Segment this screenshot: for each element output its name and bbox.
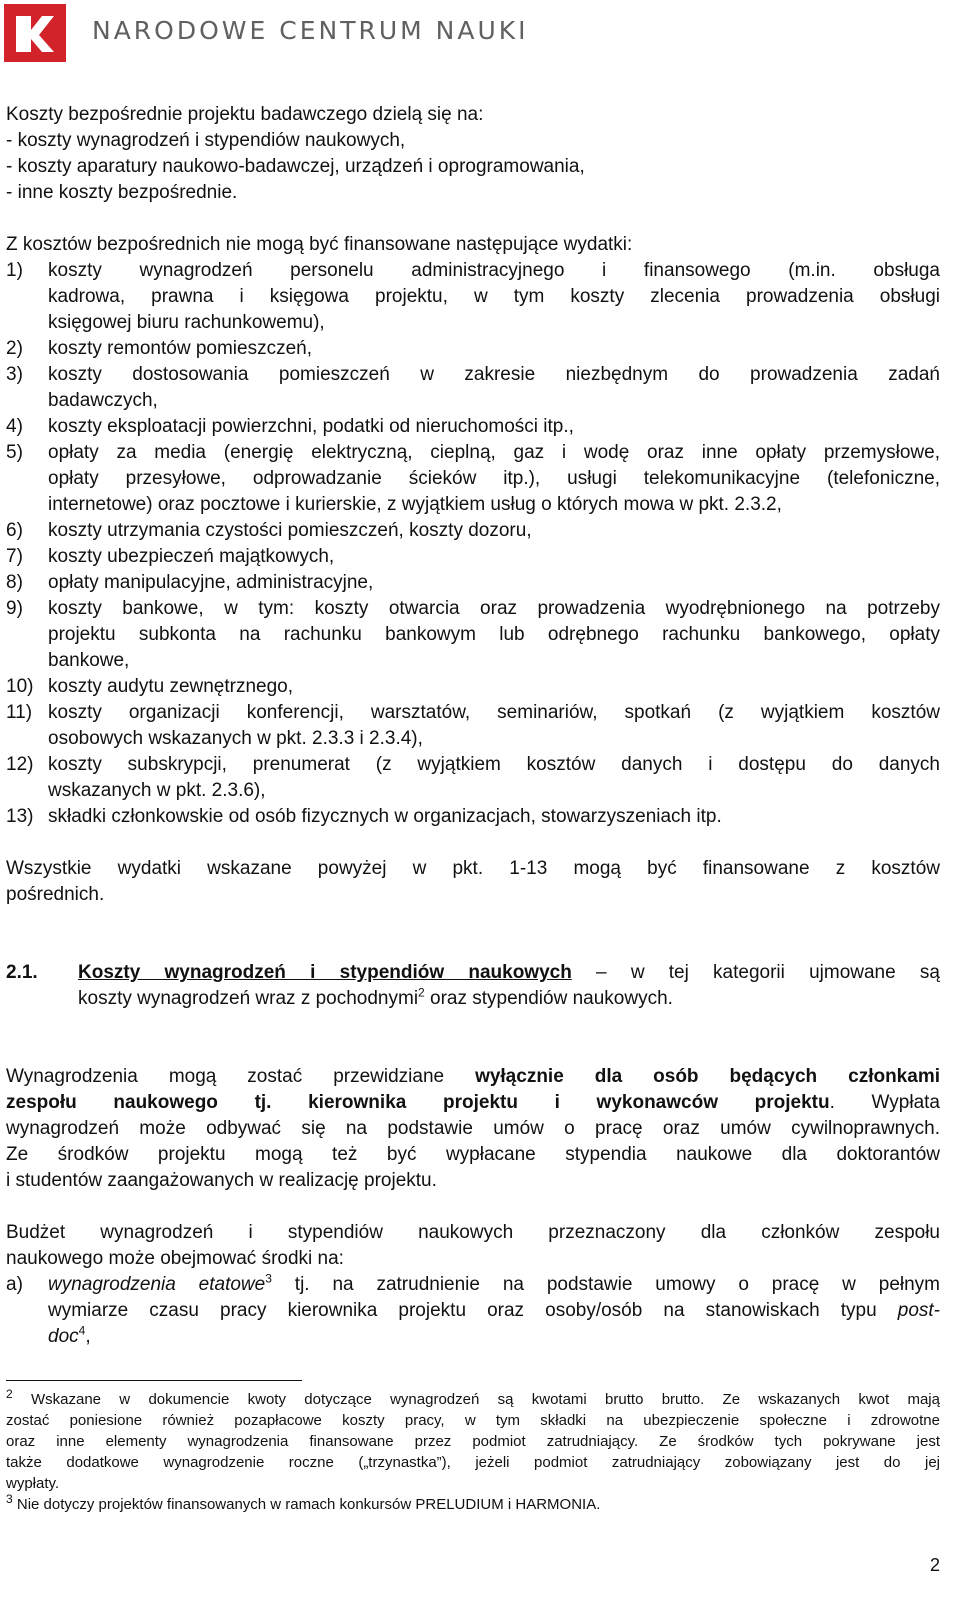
list-line: projektu subkonta na rachunku bankowym lub odrębnego rachunku bankowego, opłaty bbox=[48, 624, 940, 645]
italic-text: wynagrodzenia etatowe bbox=[48, 1274, 266, 1295]
text: Wynagrodzenia mogą zostać przewidziane bbox=[6, 1066, 476, 1087]
ncn-logo-icon bbox=[4, 4, 66, 67]
bold-text: wyłącznie dla osób będących członkami bbox=[475, 1066, 940, 1087]
footnote-line: oraz inne elementy wynagrodzenia finansowane przez podmiot zatrudniający. Ze środków tych pokrywane jest bbox=[6, 1433, 940, 1450]
intro-line: Koszty bezpośrednie projektu badawczego dzielą się na: bbox=[6, 104, 484, 125]
footnotes bbox=[6, 1380, 940, 1515]
list-line: osobowych wskazanych w pkt. 2.3.3 i 2.3.4), bbox=[48, 728, 423, 749]
list-item bbox=[6, 258, 940, 336]
organization-name: NARODOWE CENTRUM NAUKI bbox=[92, 16, 529, 45]
paragraph-line: i studentów zaangażowanych w realizację projektu. bbox=[6, 1170, 437, 1191]
list-number: 4) bbox=[6, 416, 23, 437]
intro-line: - koszty aparatury naukowo-badawczej, urządzeń i oprogramowania, bbox=[6, 156, 585, 177]
list-line: opłaty za media (energię elektryczną, cieplną, gaz i wodę oraz inne opłaty przemysłowe, bbox=[48, 442, 940, 463]
list-line: składki członkowskie od osób fizycznych w organizacjach, stowarzyszeniach itp. bbox=[48, 806, 722, 827]
footnote-mark: 2 bbox=[6, 1387, 13, 1401]
footnote-line: wypłaty. bbox=[6, 1475, 60, 1492]
list-number: 7) bbox=[6, 546, 23, 567]
list-item bbox=[6, 336, 940, 362]
list-item bbox=[6, 674, 940, 700]
section-text: – w tej kategorii ujmowane są bbox=[596, 962, 940, 983]
list-line: kadrowa, prawna i księgowa projektu, w tym koszty zlecenia prowadzenia obsługi bbox=[48, 286, 940, 307]
italic-text: doc bbox=[48, 1326, 79, 1347]
list-number: 5) bbox=[6, 442, 23, 463]
list-line: koszty eksploatacji powierzchni, podatki od nieruchomości itp., bbox=[48, 416, 574, 437]
footnote-ref: 2 bbox=[418, 985, 425, 1000]
section-heading bbox=[6, 960, 940, 1012]
list-line: koszty utrzymania czystości pomieszczeń, koszty dozoru, bbox=[48, 520, 532, 541]
section-text: oraz stypendiów naukowych. bbox=[424, 988, 673, 1009]
list-item bbox=[6, 804, 940, 830]
list-number: 11) bbox=[6, 702, 33, 723]
list-number: 10) bbox=[6, 676, 34, 697]
excluded-costs-list bbox=[6, 258, 940, 830]
list-line: opłaty manipulacyjne, administracyjne, bbox=[48, 572, 374, 593]
page-header bbox=[0, 0, 960, 68]
list-item bbox=[6, 518, 940, 544]
paragraph-line: Ze środków projektu mogą też być wypłacane stypendia naukowe dla doktorantów bbox=[6, 1144, 940, 1165]
footnote-ref: 4 bbox=[78, 1323, 86, 1338]
bold-text: zespołu naukowego tj. kierownika projektu i wykonawców projektu bbox=[6, 1092, 830, 1113]
paragraph-line bbox=[6, 1064, 940, 1090]
section-line bbox=[78, 960, 940, 986]
footnote-line bbox=[6, 1494, 940, 1515]
list-number: 13) bbox=[6, 806, 34, 827]
list-line: koszty audytu zewnętrznego, bbox=[48, 676, 294, 697]
list-line: koszty remontów pomieszczeń, bbox=[48, 338, 312, 359]
footnote-mark: 3 bbox=[6, 1492, 13, 1506]
footnote-text: Nie dotyczy projektów finansowanych w ramach konkursów PRELUDIUM i HARMONIA. bbox=[12, 1496, 601, 1513]
list-line: księgowej biuru rachunkowemu), bbox=[48, 312, 325, 333]
list-line bbox=[48, 1324, 940, 1350]
list-item bbox=[6, 362, 940, 414]
text: . Wypłata bbox=[829, 1092, 941, 1113]
list-item bbox=[6, 1272, 940, 1350]
list-number: 8) bbox=[6, 572, 23, 593]
paragraph-line bbox=[6, 1090, 940, 1116]
list-line: koszty organizacji konferencji, warsztatów, seminariów, spotkań (z wyjątkiem kosztów bbox=[48, 702, 940, 723]
section-number: 2.1. bbox=[6, 962, 38, 983]
list-line bbox=[48, 1272, 940, 1298]
list-line: koszty bankowe, w tym: koszty otwarcia oraz prowadzenia wyodrębnionego na potrzeby bbox=[48, 598, 940, 619]
list-line: internetowe) oraz pocztowe i kurierskie, z wyjątkiem usług o których mowa w pkt. 2.3.2, bbox=[48, 494, 782, 515]
list-line: koszty subskrypcji, prenumerat (z wyjątkiem kosztów danych i dostępu do danych bbox=[48, 754, 940, 775]
list-line: wskazanych w pkt. 2.3.6), bbox=[48, 780, 266, 801]
paragraph-line: naukowego może obejmować środki na: bbox=[6, 1248, 344, 1269]
paragraph-line: wynagrodzeń może odbywać się na podstawie umów o pracę oraz umów cywilnoprawnych. bbox=[6, 1118, 940, 1139]
excluded-lead: Z kosztów bezpośrednich nie mogą być finansowane następujące wydatki: bbox=[6, 234, 633, 255]
intro-line: - koszty wynagrodzeń i stypendiów naukowych, bbox=[6, 130, 406, 151]
list-item bbox=[6, 752, 940, 804]
intro-line: - inne koszty bezpośrednie. bbox=[6, 182, 238, 203]
list-line: opłaty przesyłowe, odprowadzanie ścieków itp.), usługi telekomunikacyjne (telefoniczne, bbox=[48, 468, 940, 489]
list-number: 2) bbox=[6, 338, 23, 359]
list-item bbox=[6, 414, 940, 440]
list-number: 1) bbox=[6, 260, 23, 281]
list-item bbox=[6, 544, 940, 570]
list-line: koszty dostosowania pomieszczeń w zakresie niezbędnym do prowadzenia zadań bbox=[48, 364, 940, 385]
list-item bbox=[6, 700, 940, 752]
footnote-ref: 3 bbox=[265, 1271, 272, 1286]
list-number: 12) bbox=[6, 754, 34, 775]
list-item bbox=[6, 440, 940, 518]
footnote-line: zostać poniesione również pozapłacowe koszty pracy, w tym składki na ubezpieczenie społeczne i zdrowotne bbox=[6, 1412, 940, 1429]
list-line: badawczych, bbox=[48, 390, 158, 411]
section-line bbox=[78, 986, 940, 1012]
text: tj. na zatrudnienie na podstawie umowy o pracę w pełnym bbox=[271, 1274, 940, 1295]
list-line bbox=[48, 1298, 940, 1324]
summary-line: Wszystkie wydatki wskazane powyżej w pkt. 1-13 mogą być finansowane z kosztów bbox=[6, 858, 940, 879]
page-number: 2 bbox=[929, 1555, 940, 1575]
list-line: koszty ubezpieczeń majątkowych, bbox=[48, 546, 335, 567]
section-text: koszty wynagrodzeń wraz z pochodnymi bbox=[78, 988, 419, 1009]
list-number: 3) bbox=[6, 364, 23, 385]
list-item bbox=[6, 570, 940, 596]
section-title: Koszty wynagrodzeń i stypendiów naukowych bbox=[78, 962, 572, 983]
paragraph-line: Budżet wynagrodzeń i stypendiów naukowych przeznaczony dla członków zespołu bbox=[6, 1222, 940, 1243]
document-body bbox=[6, 102, 940, 1350]
footnote-divider bbox=[6, 1380, 302, 1381]
text: , bbox=[85, 1326, 91, 1347]
summary-line: pośrednich. bbox=[6, 884, 105, 905]
list-line: koszty wynagrodzeń personelu administracyjnego i finansowego (m.in. obsługa bbox=[48, 260, 940, 281]
footnote-text: Wskazane w dokumencie kwoty dotyczące wynagrodzeń są kwotami brutto brutto. Ze wskazanych kwot mają bbox=[12, 1391, 940, 1408]
italic-text: post- bbox=[897, 1300, 940, 1321]
list-number: a) bbox=[6, 1274, 23, 1295]
list-number: 6) bbox=[6, 520, 23, 541]
footnote-line bbox=[6, 1389, 940, 1410]
list-item bbox=[6, 596, 940, 674]
text: wymiarze czasu pracy kierownika projektu oraz osoby/osób na stanowiskach typu bbox=[48, 1300, 898, 1321]
list-line: bankowe, bbox=[48, 650, 130, 671]
footnote-line: także dodatkowe wynagrodzenie roczne („trzynastka”), jeżeli podmiot zatrudniający zobowiązany jest do jej bbox=[6, 1454, 940, 1471]
list-number: 9) bbox=[6, 598, 23, 619]
